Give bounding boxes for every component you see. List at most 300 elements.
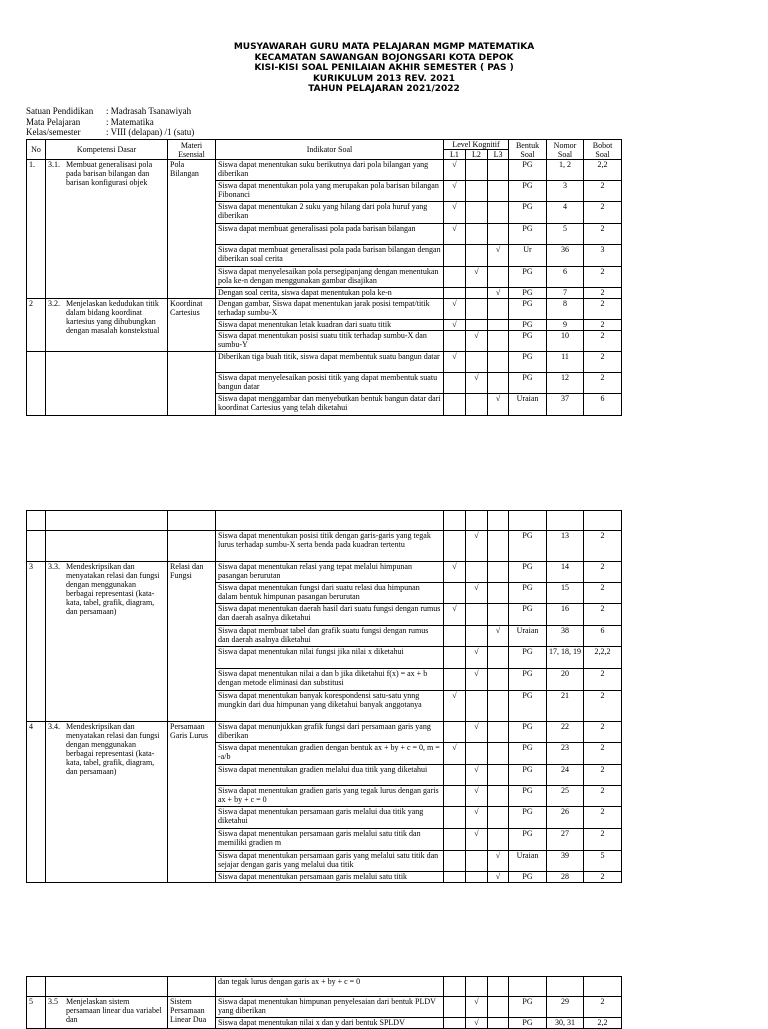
bobot-cell: 2: [584, 331, 622, 352]
bentuk-cell: PG: [509, 829, 547, 851]
table-body: [27, 977, 622, 1029]
nomor-cell: 38: [547, 626, 584, 647]
kd-wrapper: [48, 160, 165, 187]
header-line-1: MUSYAWARAH GURU MATA PELAJARAN MGMP MATEMATIKA: [233, 42, 535, 52]
level-l3-cell: [488, 331, 509, 352]
level-l3-cell: [488, 691, 509, 722]
level-l1-cell: [444, 531, 466, 562]
bentuk-cell: PG: [509, 181, 547, 202]
table-row: [27, 352, 622, 373]
indikator-cell: Siswa dapat menentukan posisi suatu titik terhadap sumbu-X dan sumbu-Y: [216, 331, 444, 352]
meta-value: : VIII (delapan) /1 (satu): [106, 127, 195, 137]
level-l2-cell: [466, 288, 488, 299]
level-l3-cell: [488, 722, 509, 743]
bentuk-cell: PG: [509, 202, 547, 224]
nomor-cell: 11: [547, 352, 584, 373]
header-materi: Materi Esensial: [168, 140, 216, 160]
indikator-cell: Siswa dapat menentukan daerah hasil dari suatu fungsi dengan rumus dan daerah asalnya diketahui: [216, 604, 444, 626]
nomor-cell: 39: [547, 851, 584, 872]
level-l2-cell: [466, 691, 488, 722]
kompetensi-dasar-cell: [46, 722, 168, 883]
level-l1-cell: [444, 647, 466, 669]
level-l3-cell: [488, 224, 509, 245]
level-l1-cell: √: [444, 202, 466, 224]
level-l1-cell: [444, 722, 466, 743]
level-l1-cell: [444, 583, 466, 604]
bentuk-cell: PG: [509, 352, 547, 373]
indikator-cell: Siswa dapat menentukan letak kuadran dari suatu titik: [216, 320, 444, 331]
bentuk-cell: PG: [509, 1018, 547, 1029]
header-l2: L2: [466, 150, 488, 160]
bentuk-cell: PG: [509, 669, 547, 691]
level-l3-cell: [488, 562, 509, 583]
bobot-cell: 2: [584, 872, 622, 883]
empty-cell: [509, 977, 547, 997]
nomor-cell: 3: [547, 181, 584, 202]
nomor-cell: 30, 31: [547, 1018, 584, 1029]
bentuk-cell: PG: [509, 288, 547, 299]
bentuk-cell: PG: [509, 807, 547, 829]
kd-text: Menjelaskan sistem persamaan linear dua variabel dan: [66, 997, 162, 1024]
nomor-cell: 1, 2: [547, 160, 584, 181]
level-l3-cell: [488, 531, 509, 562]
bentuk-cell: PG: [509, 691, 547, 722]
materi-cell: [168, 977, 216, 997]
indikator-cell: Siswa dapat menentukan banyak korespondensi satu-satu ynng mungkin dari dua himpunan yang diketahui banyak anggotanya: [216, 691, 444, 722]
nomor-cell: 10: [547, 331, 584, 352]
no-cell: [27, 352, 46, 416]
kd-wrapper: [48, 997, 165, 1024]
level-l2-cell: [466, 160, 488, 181]
indikator-cell: Siswa dapat menentukan posisi titik dengan garis-garis yang tegak lurus terhadap sumbu-X serta benda pada kuadran tertentu: [216, 531, 444, 562]
bentuk-cell: Uraian: [509, 851, 547, 872]
level-l1-cell: √: [444, 224, 466, 245]
nomor-cell: 25: [547, 786, 584, 807]
level-l1-cell: [444, 331, 466, 352]
level-l3-cell: [488, 160, 509, 181]
level-l3-cell: [488, 352, 509, 373]
indikator-cell: Siswa dapat membuat tabel dan grafik suatu fungsi dengan rumus dan daerah asalnya diketahui: [216, 626, 444, 647]
level-l1-cell: [444, 765, 466, 786]
bobot-cell: 2: [584, 299, 622, 320]
level-l2-cell: √: [466, 373, 488, 394]
bentuk-cell: PG: [509, 224, 547, 245]
level-l3-cell: √: [488, 851, 509, 872]
indikator-cell: Siswa dapat menentukan suku berikutnya dari pola bilangan yang diberikan: [216, 160, 444, 181]
bobot-cell: 2: [584, 562, 622, 583]
indikator-cell: Dengan gambar, Siswa dapat menentukan jarak posisi tempat/titik terhadap sumbu-X: [216, 299, 444, 320]
bobot-cell: 3: [584, 245, 622, 267]
header-nomor: Nomor Soal: [547, 140, 584, 160]
header-bobot: Bobot Soal: [584, 140, 622, 160]
kompetensi-dasar-cell: [46, 977, 168, 997]
level-l3-cell: [488, 669, 509, 691]
kompetensi-dasar-cell: [46, 562, 168, 722]
bentuk-cell: PG: [509, 373, 547, 394]
bobot-cell: 2: [584, 583, 622, 604]
level-l1-cell: [444, 1018, 466, 1029]
bobot-cell: 2: [584, 224, 622, 245]
header-l1: L1: [444, 150, 466, 160]
kd-number: 3.5: [48, 997, 58, 1006]
empty-cell: [27, 511, 46, 531]
kd-text: Mendeskripsikan dan menyatakan relasi dan fungsi dengan menggunakan berbagai representasi (kata-kata, tabel, grafik, diagram, dan persamaan): [66, 722, 160, 776]
empty-cell: [488, 977, 509, 997]
level-l1-cell: √: [444, 562, 466, 583]
level-l2-cell: [466, 224, 488, 245]
level-l2-cell: [466, 245, 488, 267]
bobot-cell: 2: [584, 288, 622, 299]
nomor-cell: 5: [547, 224, 584, 245]
bobot-cell: 2: [584, 807, 622, 829]
bentuk-cell: Uraian: [509, 626, 547, 647]
table-row: [27, 511, 622, 531]
level-l2-cell: [466, 872, 488, 883]
indikator-cell: Siswa dapat menentukan nilai x dan y dari bentuk SPLDV: [216, 1018, 444, 1029]
level-l3-cell: √: [488, 245, 509, 267]
materi-cell: Persamaan Garis Lurus: [168, 722, 216, 883]
meta-row: [26, 117, 194, 128]
indikator-cell: Siswa dapat menentukan nilai a dan b jika diketahui f(x) = ax + b dengan metode eliminasi dan substitusi: [216, 669, 444, 691]
level-l2-cell: [466, 604, 488, 626]
empty-cell: [46, 511, 168, 531]
level-l1-cell: √: [444, 691, 466, 722]
bobot-cell: 5: [584, 851, 622, 872]
kd-number: 3.2.: [48, 299, 60, 308]
level-l3-cell: √: [488, 872, 509, 883]
kd-text: Menjelaskan kedudukan titik dalam bidang koordinat kartesius yang dihubungkan dengan masalah konstekstual: [66, 299, 160, 335]
nomor-cell: 23: [547, 743, 584, 765]
level-l3-cell: [488, 1018, 509, 1029]
meta-row: [26, 106, 194, 117]
bentuk-cell: Ur: [509, 245, 547, 267]
level-l2-cell: √: [466, 829, 488, 851]
nomor-cell: 8: [547, 299, 584, 320]
level-l3-cell: [488, 604, 509, 626]
no-cell: [27, 977, 46, 997]
level-l1-cell: [444, 394, 466, 416]
indikator-cell: Siswa dapat menentukan himpunan penyelesaian dari bentuk PLDV yang diberikan: [216, 997, 444, 1018]
materi-cell: Relasi dan Fungsi: [168, 562, 216, 722]
bobot-cell: 2: [584, 267, 622, 288]
level-l1-cell: [444, 872, 466, 883]
indikator-cell: Siswa dapat menentukan persamaan garis melalui dua titik yang diketahui: [216, 807, 444, 829]
indikator-cell: Siswa dapat membuat generalisasi pola pada barisan bilangan dengan diberikan soal cerita: [216, 245, 444, 267]
kompetensi-dasar-cell: [46, 160, 168, 299]
nomor-cell: 15: [547, 583, 584, 604]
nomor-cell: 22: [547, 722, 584, 743]
bobot-cell: 2,2: [584, 160, 622, 181]
bentuk-cell: PG: [509, 743, 547, 765]
materi-cell: Sistem Persamaan Linear Dua: [168, 997, 216, 1029]
bobot-cell: 2: [584, 786, 622, 807]
level-l3-cell: [488, 807, 509, 829]
indikator-cell: Siswa dapat menentukan nilai fungsi jika nilai x diketahui: [216, 647, 444, 669]
bentuk-cell: PG: [509, 331, 547, 352]
level-l3-cell: [488, 267, 509, 288]
meta-row: [26, 127, 194, 138]
kd-text: Mendeskripsikan dan menyatakan relasi dan fungsi dengan menggunakan berbagai representasi (kata-kata, tabel, grafik, diagram, dan persamaan): [66, 562, 160, 616]
indikator-cell: Siswa dapat menentukan gradien garis yang tegak lurus dengan garis ax + by + c = 0: [216, 786, 444, 807]
document-meta: [26, 106, 194, 138]
level-l3-cell: [488, 997, 509, 1018]
level-l1-cell: [444, 829, 466, 851]
level-l3-cell: [488, 829, 509, 851]
bobot-cell: 2: [584, 997, 622, 1018]
meta-key: Satuan Pendidikan: [26, 106, 94, 116]
nomor-cell: 4: [547, 202, 584, 224]
bobot-cell: 2: [584, 765, 622, 786]
bobot-cell: 2: [584, 352, 622, 373]
nomor-cell: 14: [547, 562, 584, 583]
kd-wrapper: [48, 722, 165, 776]
header-line-5: TAHUN PELAJARAN 2021/2022: [308, 84, 460, 95]
level-l2-cell: √: [466, 669, 488, 691]
bobot-cell: 2,2,2: [584, 647, 622, 669]
level-l2-cell: [466, 181, 488, 202]
level-l3-cell: [488, 647, 509, 669]
level-l2-cell: √: [466, 583, 488, 604]
level-l1-cell: √: [444, 743, 466, 765]
level-l2-cell: √: [466, 267, 488, 288]
level-l3-cell: √: [488, 626, 509, 647]
level-l2-cell: [466, 562, 488, 583]
level-l2-cell: [466, 626, 488, 647]
table-body: [27, 160, 622, 416]
bentuk-cell: PG: [509, 647, 547, 669]
level-l1-cell: [444, 373, 466, 394]
nomor-cell: 36: [547, 245, 584, 267]
nomor-cell: 26: [547, 807, 584, 829]
level-l3-cell: [488, 743, 509, 765]
kd-text: Membuat generalisasi pola pada barisan bilangan dan barisan konfigurasi objek: [66, 160, 153, 187]
indikator-cell: Siswa dapat menentukan persamaan garis melalui satu titik dan memiliki gradien m: [216, 829, 444, 851]
level-l2-cell: [466, 202, 488, 224]
nomor-cell: 27: [547, 829, 584, 851]
level-l2-cell: √: [466, 1018, 488, 1029]
indikator-cell: Siswa dapat menentukan 2 suku yang hilang dari pola huruf yang diberikan: [216, 202, 444, 224]
no-cell: 3: [27, 562, 46, 722]
indikator-cell: Siswa dapat membuat generalisasi pola pada barisan bilangan: [216, 224, 444, 245]
bobot-cell: 2,2: [584, 1018, 622, 1029]
nomor-cell: 13: [547, 531, 584, 562]
indikator-cell: Siswa dapat menentukan persamaan garis melalui satu titik: [216, 872, 444, 883]
bobot-cell: 6: [584, 394, 622, 416]
level-l2-cell: √: [466, 531, 488, 562]
level-l2-cell: [466, 394, 488, 416]
bentuk-cell: PG: [509, 267, 547, 288]
nomor-cell: 29: [547, 997, 584, 1018]
level-l3-cell: [488, 786, 509, 807]
empty-cell: [584, 511, 622, 531]
bentuk-cell: PG: [509, 786, 547, 807]
indikator-cell: Siswa dapat menentukan gradien dengan bentuk ax + by + c = 0, m = -a/b: [216, 743, 444, 765]
level-l2-cell: [466, 743, 488, 765]
indikator-cell: Siswa dapat menentukan persamaan garis yang melalui satu titik dan sejajar dengan garis yang melalui dua titik: [216, 851, 444, 872]
level-l2-cell: √: [466, 807, 488, 829]
level-l1-cell: √: [444, 181, 466, 202]
kd-number: 3.1.: [48, 160, 60, 169]
table-body: [27, 511, 622, 883]
bobot-cell: 2: [584, 320, 622, 331]
header-line-2: KECAMATAN SAWANGAN BOJONGSARI KOTA DEPOK: [254, 52, 514, 63]
level-l3-cell: [488, 299, 509, 320]
indikator-cell: Siswa dapat menentukan fungsi dari suatu relasi dua himpunan dalam bentuk himpunan pasangan berurutan: [216, 583, 444, 604]
indikator-cell: Siswa dapat menentukan gradien melalui dua titik yang diketahui: [216, 765, 444, 786]
bobot-cell: 2: [584, 829, 622, 851]
meta-key: Mata Pelajaran: [26, 116, 81, 127]
no-cell: 1.: [27, 160, 46, 299]
header-no: No: [27, 140, 46, 160]
header-level: Level Kognitif: [444, 140, 509, 150]
level-l2-cell: √: [466, 765, 488, 786]
bentuk-cell: PG: [509, 299, 547, 320]
level-l1-cell: √: [444, 299, 466, 320]
table-row: [27, 160, 622, 181]
bobot-cell: 2: [584, 604, 622, 626]
document-header: [0, 42, 768, 95]
bentuk-cell: PG: [509, 722, 547, 743]
level-l3-cell: √: [488, 288, 509, 299]
indikator-cell: dan tegak lurus dengan garis ax + by + c = 0: [216, 977, 444, 997]
level-l1-cell: √: [444, 320, 466, 331]
indikator-cell: Dengan soal cerita, siswa dapat menentukan pola ke-n: [216, 288, 444, 299]
indikator-cell: Siswa dapat menggambar dan menyebutkan bentuk bangun datar dari koordinat Cartesius yang telah diketahui: [216, 394, 444, 416]
bentuk-cell: PG: [509, 583, 547, 604]
empty-cell: [168, 511, 216, 531]
nomor-cell: 21: [547, 691, 584, 722]
level-l1-cell: [444, 851, 466, 872]
level-l1-cell: √: [444, 160, 466, 181]
indikator-cell: Siswa dapat menyelesaikan posisi titik yang dapat membentuk suatu bangun datar: [216, 373, 444, 394]
level-l1-cell: [444, 669, 466, 691]
level-l3-cell: [488, 765, 509, 786]
nomor-cell: 6: [547, 267, 584, 288]
kompetensi-dasar-cell: [46, 531, 168, 562]
header-indikator: Indikator Soal: [216, 140, 444, 160]
meta-value: : Matematika: [106, 116, 154, 127]
level-l1-cell: [444, 245, 466, 267]
empty-cell: [547, 511, 584, 531]
header-line-4: KURIKULUM 2013 REV. 2021: [312, 73, 455, 84]
level-l3-cell: √: [488, 394, 509, 416]
no-cell: 4: [27, 722, 46, 883]
empty-cell: [466, 511, 488, 531]
indikator-cell: Siswa dapat menunjukkan grafik fungsi dari persamaan garis yang diberikan: [216, 722, 444, 743]
bentuk-cell: PG: [509, 160, 547, 181]
materi-cell: [168, 352, 216, 416]
level-l3-cell: [488, 181, 509, 202]
level-l1-cell: √: [444, 352, 466, 373]
bentuk-cell: Uraian: [509, 394, 547, 416]
level-l2-cell: [466, 299, 488, 320]
empty-cell: [466, 977, 488, 997]
bobot-cell: 2: [584, 691, 622, 722]
nomor-cell: 24: [547, 765, 584, 786]
no-cell: 2: [27, 299, 46, 352]
nomor-cell: 17, 18, 19: [547, 647, 584, 669]
bobot-cell: 2: [584, 202, 622, 224]
no-cell: 5: [27, 997, 46, 1029]
nomor-cell: 7: [547, 288, 584, 299]
nomor-cell: 12: [547, 373, 584, 394]
level-l1-cell: [444, 786, 466, 807]
level-l1-cell: [444, 626, 466, 647]
level-l1-cell: [444, 288, 466, 299]
level-l2-cell: [466, 851, 488, 872]
level-l3-cell: [488, 202, 509, 224]
bobot-cell: 2: [584, 531, 622, 562]
level-l1-cell: [444, 997, 466, 1018]
level-l2-cell: √: [466, 647, 488, 669]
table-row: [27, 997, 622, 1018]
level-l3-cell: [488, 373, 509, 394]
table-row: [27, 977, 622, 997]
bentuk-cell: PG: [509, 997, 547, 1018]
kompetensi-dasar-cell: [46, 299, 168, 352]
kisi-kisi-table-page-1: [26, 139, 622, 416]
empty-cell: [547, 977, 584, 997]
bentuk-cell: PG: [509, 562, 547, 583]
header-bentuk: Bentuk Soal: [509, 140, 547, 160]
kd-number: 3.3.: [48, 562, 60, 571]
empty-cell: [444, 977, 466, 997]
meta-key: Kelas/semester: [26, 127, 81, 137]
bentuk-cell: PG: [509, 320, 547, 331]
materi-cell: Koordinat Cartesius: [168, 299, 216, 352]
empty-cell: [584, 977, 622, 997]
bentuk-cell: PG: [509, 872, 547, 883]
materi-cell: [168, 531, 216, 562]
empty-cell: [444, 511, 466, 531]
indikator-cell: Siswa dapat menyelesaikan pola persegipanjang dengan menentukan pola ke-n dengan menggunakan gambar disajikan: [216, 267, 444, 288]
nomor-cell: 9: [547, 320, 584, 331]
kisi-kisi-table-page-2: [26, 510, 622, 883]
nomor-cell: 28: [547, 872, 584, 883]
level-l1-cell: √: [444, 604, 466, 626]
level-l2-cell: √: [466, 997, 488, 1018]
no-cell: [27, 531, 46, 562]
header-line-3: KISI-KISI SOAL PENILAIAN AKHIR SEMESTER ( PAS ): [254, 63, 514, 74]
nomor-cell: 16: [547, 604, 584, 626]
nomor-cell: 37: [547, 394, 584, 416]
level-l2-cell: √: [466, 786, 488, 807]
kisi-kisi-table-page-3: [26, 976, 622, 1029]
kd-wrapper: [48, 562, 165, 616]
indikator-cell: Diberikan tiga buah titik, siswa dapat membentuk suatu bangun datar: [216, 352, 444, 373]
meta-value: : Madrasah Tsanawiyah: [106, 106, 192, 116]
level-l1-cell: [444, 267, 466, 288]
level-l2-cell: [466, 320, 488, 331]
bobot-cell: 2: [584, 722, 622, 743]
empty-cell: [216, 511, 444, 531]
table-row: [27, 562, 622, 583]
nomor-cell: 20: [547, 669, 584, 691]
indikator-cell: Siswa dapat menentukan relasi yang tepat melalui himpunan pasangan berurutan: [216, 562, 444, 583]
empty-cell: [509, 511, 547, 531]
header-l3: L3: [488, 150, 509, 160]
bobot-cell: 2: [584, 181, 622, 202]
kd-wrapper: [48, 299, 165, 335]
level-l3-cell: [488, 320, 509, 331]
level-l2-cell: [466, 352, 488, 373]
materi-cell: Pola Bilangan: [168, 160, 216, 299]
level-l2-cell: √: [466, 331, 488, 352]
kompetensi-dasar-cell: [46, 352, 168, 416]
level-l3-cell: [488, 583, 509, 604]
level-l2-cell: √: [466, 722, 488, 743]
header-kd: Kompetensi Dasar: [46, 140, 168, 160]
